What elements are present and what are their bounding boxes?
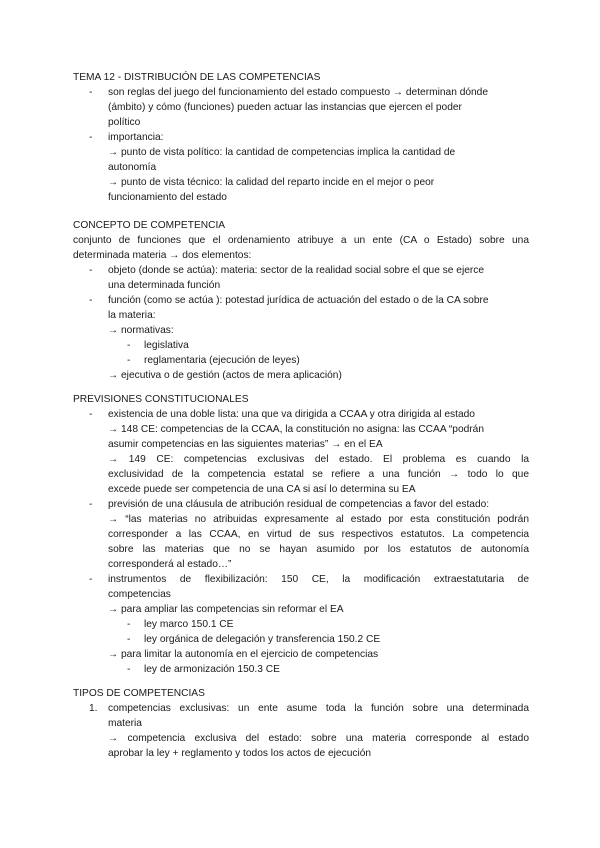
bullet-dash: - [89, 409, 93, 420]
arrow-point: → normativas: [108, 325, 174, 336]
numbered-item: 1. competencias exclusivas: un ente asume toda la función sobre una determinada materia [89, 703, 529, 729]
bullet-item: - son reglas del juego del funcionamiento del estado compuesto → determinan dónde (ámbito) y cómo (funciones) pueden actuar las instancias que ejercen el poder político [89, 87, 489, 128]
bullet-item: - existencia de una doble lista: una que va dirigida a CCAA y otra dirigida al estado [89, 409, 475, 420]
sub-bullet-item: - ley orgánica de delegación y transferencia 150.2 CE [127, 634, 381, 645]
section-concepto-body [73, 233, 529, 383]
bullet-dash: - [89, 87, 93, 98]
bullet-dash: - [89, 295, 93, 306]
bullet-dash: - [89, 499, 93, 510]
bullet-dash: - [89, 265, 93, 276]
bullet-dash: - [127, 355, 131, 366]
arrow-point: → punto de vista político: la cantidad de competencias implica la cantidad de autonomía [108, 147, 456, 173]
sub-bullet-item: - reglamentaria (ejecución de leyes) [127, 355, 300, 366]
arrow-point: → para ampliar las competencias sin reformar el EA [108, 604, 344, 615]
arrow-point: → 148 CE: competencias de la CCAA, la constitución no asigna: las CCAA “podrán asumir competencias en las siguientes materias” → en el EA [108, 424, 485, 450]
section-title-tipos: TIPOS DE COMPETENCIAS [73, 688, 205, 699]
section-tipos-body [73, 701, 529, 761]
section-tema-12-body [73, 85, 529, 205]
bullet-item: - previsión de una cláusula de atribución residual de competencias a favor del estado: [89, 499, 490, 510]
section-title-tema-12: TEMA 12 - DISTRIBUCIÓN DE LAS COMPETENCIAS [73, 72, 321, 83]
paragraph: conjunto de funciones que el ordenamiento atribuye a un ente (CA o Estado) sobre una determinada materia → dos elementos: [73, 235, 529, 261]
section-title-previsiones: PREVISIONES CONSTITUCIONALES [73, 394, 249, 405]
bullet-dash: - [127, 340, 131, 351]
bullet-item: - importancia: [89, 132, 164, 143]
bullet-item: - instrumentos de flexibilización: 150 CE, la modificación extraestatutaria de competencias [89, 574, 529, 600]
arrow-point: → ejecutiva o de gestión (actos de mera aplicación) [108, 370, 342, 381]
quote-block: → “las materias no atribuidas expresamente al estado por esta constitución podrán corresponder a las CCAA, en virtud de sus respectivos estatutos. La competencia sobre las materias que no se hayan asumido por los estatutos de autonomía corresponderá al estado…” [108, 514, 529, 570]
list-number: 1. [89, 703, 98, 714]
section-previsiones-body [73, 407, 529, 677]
arrow-point: → para limitar la autonomía en el ejercicio de competencias [108, 649, 379, 660]
sub-bullet-item: - ley de armonización 150.3 CE [127, 664, 280, 675]
arrow-point: → punto de vista técnico: la calidad del reparto incide en el mejor o peor funcionamiento del estado [108, 177, 435, 203]
bullet-dash: - [89, 574, 93, 585]
bullet-dash: - [127, 634, 131, 645]
bullet-dash: - [127, 664, 131, 675]
arrow-point: → competencia exclusiva del estado: sobre una materia corresponde al estado aprobar la ley + reglamento y todos los actos de ejecución [108, 733, 529, 759]
sub-bullet-item: - ley marco 150.1 CE [127, 619, 234, 630]
section-title-concepto: CONCEPTO DE COMPETENCIA [73, 220, 226, 231]
bullet-item: - objeto (donde se actúa): materia: sector de la realidad social sobre el que se ejerce una determinada función [89, 265, 485, 291]
sub-bullet-item: - legislativa [127, 340, 189, 351]
bullet-dash: - [127, 619, 131, 630]
arrow-point: → 149 CE: competencias exclusivas del estado. El problema es cuando la exclusividad de la competencia estatal se refiere a una función → todo lo que excede puede ser competencia de una CA si así lo determina su EA [108, 454, 529, 495]
bullet-dash: - [89, 132, 93, 143]
bullet-item: - función (como se actúa ): potestad jurídica de actuación del estado o de la CA sobre la materia: [89, 295, 489, 321]
